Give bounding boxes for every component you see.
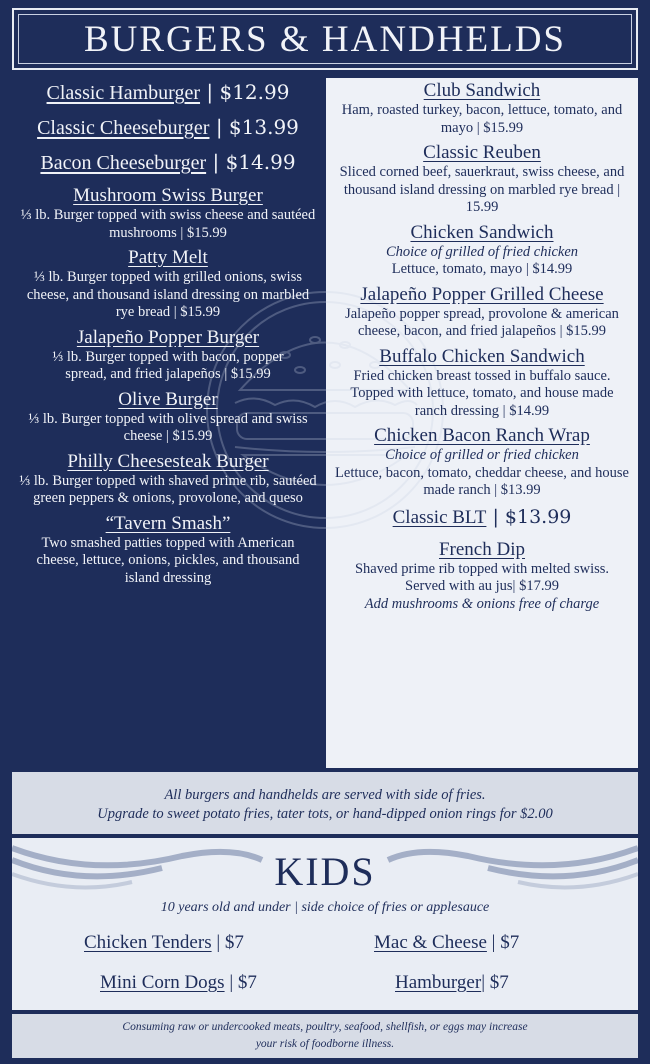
item-description: ⅓ lb. Burger topped with olive spread and swiss cheese | $15.99 [28, 410, 308, 444]
kids-item-name: Mac & Cheese [374, 932, 487, 953]
item-description: ⅓ lb. Burger topped with swiss cheese and sautéed mushrooms | $15.99 [20, 207, 316, 241]
kids-item-price: | $7 [481, 972, 509, 993]
item-title: Jalapeño Popper Burger [76, 326, 260, 348]
sides-note-line: All burgers and handhelds are served with side of fries. [164, 787, 486, 803]
item-description: Lettuce, bacon, tomato, cheddar cheese, and house made ranch | $13.99 [335, 464, 629, 498]
menu-item-jalapeno-popper-grilled-cheese [326, 284, 638, 341]
menu-header [12, 8, 638, 70]
item-title: French Dip [438, 538, 525, 560]
food-safety-disclaimer [12, 1014, 638, 1058]
kids-section [12, 838, 638, 1010]
item-description: Fried chicken breast tossed in buffalo sauce. Topped with lettuce, tomato, and house made ranch dressing | $14.99 [350, 367, 614, 419]
page-title: BURGERS & HANDHELDS [83, 18, 567, 60]
item-option: Choice of grilled of fried chicken [385, 243, 579, 260]
item-title: Club Sandwich [423, 80, 541, 101]
kids-subtitle: 10 years old and under | side choice of fries or applesauce [160, 900, 490, 915]
item-price: | $13.99 [209, 115, 299, 139]
item-option: Choice of grilled or fried chicken [385, 447, 579, 463]
kids-title: KIDS [274, 849, 376, 894]
menu-item-philly-cheesesteak [12, 451, 324, 508]
menu-item-club-sandwich [326, 80, 638, 137]
menu-item-chicken-bacon-ranch-wrap [326, 425, 638, 500]
item-title: Philly Cheesesteak Burger [67, 450, 269, 472]
menu-item-jalapeno-popper-burger [12, 327, 324, 384]
item-price: | $14.99 [206, 150, 296, 174]
kids-item-mini-corn-dogs [100, 972, 257, 994]
menu-item-tavern-smash [12, 513, 324, 588]
kids-item-name: Chicken Tenders [84, 932, 212, 953]
item-description: Ham, roasted turkey, bacon, lettuce, tomato, and mayo | $15.99 [341, 102, 623, 136]
sides-upgrade-line: Upgrade to sweet potato fries, tater tots, or hand-dipped onion rings for $2.00 [97, 806, 553, 822]
item-title: “Tavern Smash” [105, 512, 231, 534]
kids-item-name: Hamburger [395, 972, 482, 993]
item-title: Bacon Cheeseburger [40, 152, 207, 174]
item-description: ⅓ lb. Burger topped with shaved prime rib, sautéed green peppers & onions, provolone, and queso [19, 472, 317, 506]
item-description: Lettuce, tomato, mayo | $14.99 [391, 261, 573, 277]
menu-item-mushroom-swiss [12, 185, 324, 242]
item-title: Classic BLT [392, 506, 487, 528]
item-title: Mushroom Swiss Burger [73, 185, 263, 206]
menu-item-olive-burger [12, 389, 324, 446]
kids-item-price: | $7 [224, 972, 257, 993]
item-description: Jalapeño popper spread, provolone & american cheese, bacon, and fried jalapeños | $15.99 [345, 305, 619, 339]
item-description: ⅓ lb. Burger topped with bacon, popper spread, and fried jalapeños | $15.99 [52, 348, 284, 382]
menu-item-buffalo-chicken [326, 346, 638, 421]
menu-item-patty-melt [12, 247, 324, 322]
kids-item-price: | $7 [486, 932, 520, 953]
item-option: Add mushrooms & onions free of charge [364, 595, 600, 612]
burgers-column [12, 78, 324, 768]
handhelds-column [326, 78, 638, 768]
item-description: Sliced corned beef, sauerkraut, swiss cheese, and thousand island dressing on marbled rye bread | 15.99 [339, 164, 625, 215]
item-title: Classic Cheeseburger [37, 117, 210, 139]
menu-item-chicken-sandwich [326, 222, 638, 279]
kids-item-chicken-tenders [84, 932, 244, 954]
item-description: Shaved prime rib topped with melted swiss. Served with au jus| $17.99 [354, 560, 610, 594]
menu-item-classic-reuben [326, 142, 638, 217]
kids-item-hamburger [395, 972, 509, 994]
item-title: Olive Burger [118, 388, 218, 410]
disclaimer-line: your risk of foodborne illness. [255, 1038, 395, 1050]
menu-item-classic-blt [326, 506, 638, 529]
item-title: Classic Hamburger [46, 82, 201, 104]
menu-item-french-dip [326, 539, 638, 614]
item-title: Classic Reuben [423, 142, 541, 163]
item-price: | $13.99 [486, 505, 572, 528]
item-title: Chicken Sandwich [410, 221, 554, 243]
disclaimer-line: Consuming raw or undercooked meats, poultry, seafood, shellfish, or eggs may increase [122, 1021, 528, 1033]
kids-item-price: | $7 [211, 932, 244, 953]
menu-item-bacon-cheeseburger [12, 150, 324, 175]
item-title: Chicken Bacon Ranch Wrap [374, 425, 590, 446]
sides-note [12, 772, 638, 834]
item-description: Two smashed patties topped with American cheese, lettuce, onions, pickles, and thousand island dressing [36, 534, 300, 586]
item-price: | $12.99 [200, 80, 290, 104]
kids-item-mac-cheese [374, 932, 519, 954]
item-title: Buffalo Chicken Sandwich [379, 345, 585, 367]
item-title: Jalapeño Popper Grilled Cheese [360, 283, 604, 305]
menu-item-classic-hamburger [12, 80, 324, 105]
kids-item-name: Mini Corn Dogs [100, 972, 225, 993]
item-description: ⅓ lb. Burger topped with grilled onions, swiss cheese, and thousand island dressing on marbled rye bread | $15.99 [26, 269, 310, 320]
item-title: Patty Melt [128, 247, 208, 268]
menu-item-classic-cheeseburger [12, 115, 324, 140]
